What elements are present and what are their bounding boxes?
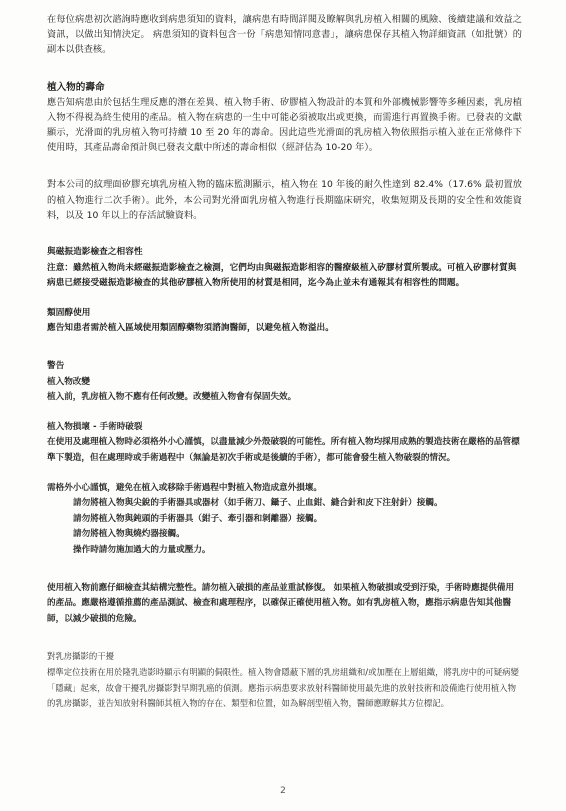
implant-change-heading: 植入物改變 [47, 376, 90, 387]
document-page [47, 12, 522, 712]
implant-damage-body: 在使用及處理植入物時必須格外小心謹慎，以盡量減少外殼破裂的可能性。所有植入物均採用成熟的製造技術在嚴格的品管標準下製造，但在處理時或手術過程中（無論是初次手術或是後續的手術），都可能會發生植入物破裂的情況。 [47, 437, 520, 463]
care-intro: 需格外小心謹慎，避免在植入或移除手術過程中對植入物造成意外損壞。 [47, 482, 323, 493]
steroid-body: 應告知患者需於植入區域使用類固醇藥物須諮詢醫師，以避免植入物溢出。 [47, 323, 334, 334]
care-item: 請勿將植入物與尖銳的手術器具或器材（如手術刀、鑷子、止血鉗、縫合針和皮下注射針）接觸。 [73, 498, 443, 509]
care-item: 請勿將植入物與燒灼器接觸。 [73, 529, 185, 540]
mri-body: 注意：雖然植入物尚未經磁振造影檢查之檢測，它們均由與磁振造影相容的醫療級植入矽膠材質所製成。可植入矽膠材質與病患已經接受磁振造影檢查的其他矽膠植入物所使用的材質是相同，迄今為止並未有通報其有相容性的問題。 [47, 262, 517, 289]
lifespan-paragraph-1: 應告知病患由於包括生理反應的潛在差異、植入物手術、矽膠植入物設計的本質和外部機械影響等多種因素，乳房植入物不得視為終生使用的產品。植入物在病患的一生中可能必須被取出或更換，而需進行再置換手術。已發表的文獻顯示，光滑面的乳房植入物可持續 10 至 20 年的壽命。因此這些光滑面的乳房植入物依照指示植入並在正常條件下使用時，其產品壽命預計與已發表文獻中所述的壽命相似（經評估為 10-20 年）。 [47, 96, 522, 154]
care-list [47, 496, 522, 558]
warning-heading: 警告 [47, 361, 65, 371]
intro-paragraph: 在每位病患初次諮詢時應收到病患須知的資料，讓病患有時間詳閱及瞭解與乳房植入相關的風險、後續建議和效益之資訊，以做出知情決定。 病患須知的資料包含一份「病患知情同意書」，讓病患保存其植入物詳細資訊（如批號）的副本以供查核。 [47, 14, 522, 56]
page-number: 2 [280, 786, 286, 796]
care-item: 操作時請勿施加過大的力量或壓力。 [73, 544, 211, 555]
steroid-heading: 類固醇使用 [47, 307, 91, 318]
mammography-body: 標準定位技術在用於隆乳造影時顯示有明顯的侷限性。植入物會隱蔽下層的乳房組織和/或加壓在上層組織，將乳房中的可疑病變「隱藏」起來，故會干擾乳房攝影對早期乳癌的偵測。應指示病患要求放射科醫師使用最先進的放射技術和設備進行使用植入物的乳房攝影，並告知放射科醫師其植入物的存在、類型和位置，如為解剖型植入物，醫師應瞭解其方位標記。 [47, 666, 519, 709]
implant-damage-heading: 植入物損壞 - 手術時破裂 [47, 421, 143, 432]
lifespan-heading: 植入物的壽命 [47, 81, 105, 93]
mri-heading: 與磁振造影檢查之相容性 [47, 247, 143, 258]
care-item: 請勿將植入物與鈍頭的手術器具（鉗子、牽引器和剝離器）接觸。 [73, 513, 323, 524]
lifespan-paragraph-2: 對本公司的紋理面矽膠充填乳房植入物的臨床監測顯示，植入物在 10 年後的耐久性達到 82.4%（17.6% 最初置放的植入物進行二次手術）。此外，本公司對光滑面乳房植入物進行長期臨床研究，收集短期及長期的安全性和效能資料，以及 10 年以上的存活試驗資料。 [47, 179, 522, 221]
implant-change-body: 植入前，乳房植入物不應有任何改變。改變植入物會有保固失效。 [47, 392, 297, 403]
mammography-heading: 對乳房攝影的干擾 [47, 651, 114, 662]
inspection-body: 使用植入物前應仔細檢查其結構完整性。請勿植入破損的產品並重試修復。 如果植入物破損或受到汙染，手術時應提供備用的產品。應嚴格遵循推薦的產品測試、檢查和處理程序，以確保正確使用植入物。如有乳房植入物，應指示病患告知其他醫師，以減少破損的危險。 [47, 582, 515, 624]
